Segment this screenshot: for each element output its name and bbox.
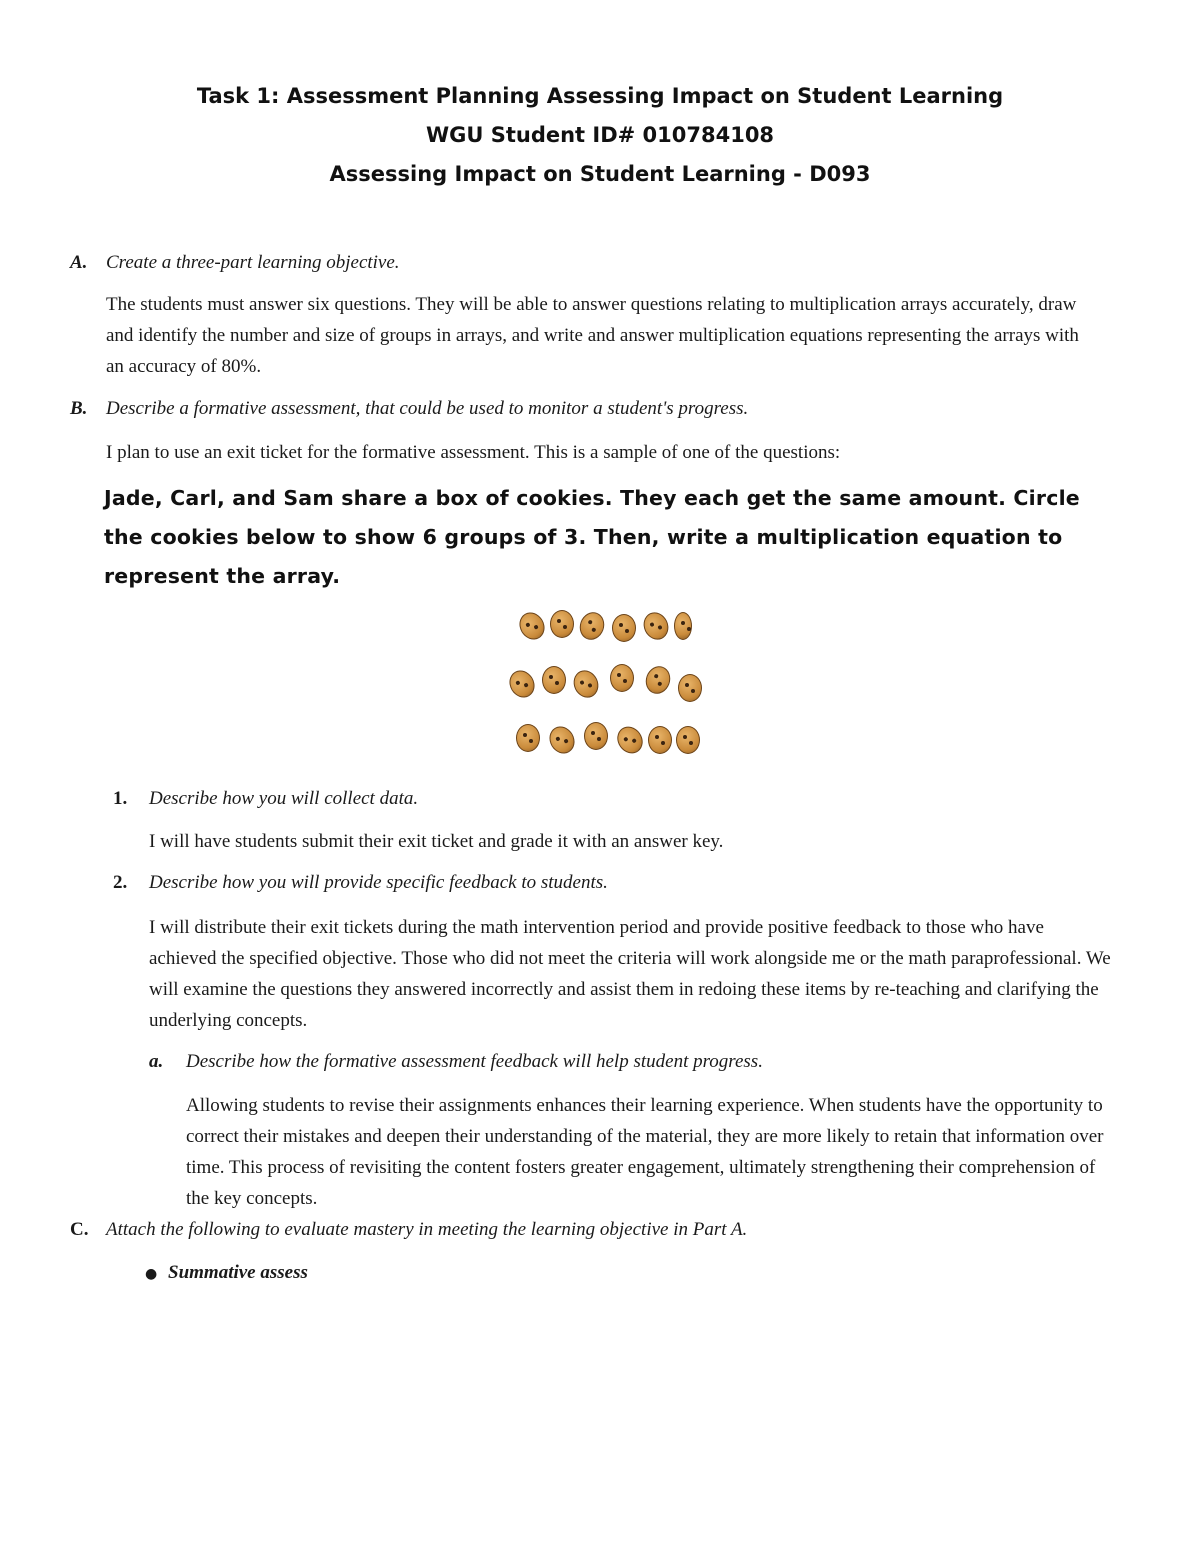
sub-a-marker: a.: [149, 1051, 164, 1072]
cookie-icon: [676, 726, 700, 754]
section-a-marker: A.: [70, 252, 88, 273]
bullet-icon: ●: [145, 1266, 158, 1282]
cookie-array-image: [500, 600, 720, 760]
section-a-body: The students must answer six questions. They will be able to answer questions relating to multiplication arrays accurately, draw and identify the number and size of groups in arrays, and write and answer multiplication equations representing the arrays with an accuracy of 80%.: [106, 294, 1079, 377]
cookie-icon: [648, 726, 672, 754]
section-b-prompt: Describe a formative assessment, that could be used to monitor a student's progress.: [106, 398, 749, 419]
student-id: WGU Student ID# 010784108: [425, 123, 775, 147]
section-c-prompt: Attach the following to evaluate mastery in meeting the learning objective in Part A.: [106, 1219, 748, 1240]
cookie-icon: [674, 612, 692, 640]
cookie-icon: [584, 722, 608, 750]
section-b-marker: B.: [70, 398, 88, 419]
item-1-body: I will have students submit their exit ticket and grade it with an answer key.: [149, 831, 724, 852]
sample-question: Jade, Carl, and Sam share a box of cookies. They each get the same amount. Circle the cookies below to show 6 groups of 3. Then, write a multiplication equation to represent the array.: [104, 486, 1080, 588]
cookie-icon: [612, 722, 648, 759]
cookie-icon: [639, 608, 673, 644]
section-b-body: I plan to use an exit ticket for the formative assessment. This is a sample of one of the questions:: [106, 442, 841, 463]
sub-a-body: Allowing students to revise their assignments enhances their learning experience. When students have the opportunity to correct their mistakes and deepen their understanding of the material, they are more likely to retain that information over time. This process of revisiting the content fosters greater engagement, ultimately strengthening their comprehension of the key concepts.: [186, 1095, 1104, 1209]
sub-a-prompt: Describe how the formative assessment feedback will help student progress.: [186, 1051, 763, 1072]
cookie-icon: [612, 614, 636, 642]
cookie-icon: [516, 724, 540, 752]
cookie-icon: [545, 722, 580, 758]
item-2-body: I will distribute their exit tickets during the math intervention period and provide positive feedback to those who have achieved the specified objective. Those who did not meet the criteria will work alongside me or the math paraprofessional. We will examine the questions they answered incorrectly and assist them in redoing these items by re-teaching and clarifying the underlying concepts.: [149, 917, 1111, 1031]
item-2-prompt: Describe how you will provide specific feedback to students.: [149, 872, 608, 893]
section-c-bullet: Summative assess: [168, 1262, 308, 1283]
course-title: Assessing Impact on Student Learning - D093: [329, 162, 871, 186]
cookie-icon: [642, 663, 674, 698]
cookie-icon: [569, 666, 603, 702]
cookie-icon: [678, 674, 702, 702]
cookie-icon: [576, 609, 608, 644]
cookie-icon: [505, 666, 540, 702]
section-c-marker: C.: [70, 1219, 89, 1240]
cookie-icon: [610, 664, 634, 692]
cookie-icon: [515, 608, 550, 644]
cookie-icon: [550, 610, 574, 638]
document-title: Task 1: Assessment Planning Assessing Impact on Student Learning: [196, 84, 1004, 108]
item-1-marker: 1.: [113, 788, 128, 809]
cookie-icon: [542, 666, 566, 694]
item-2-marker: 2.: [113, 872, 128, 893]
section-a-prompt: Create a three-part learning objective.: [106, 252, 400, 273]
item-1-prompt: Describe how you will collect data.: [149, 788, 419, 809]
